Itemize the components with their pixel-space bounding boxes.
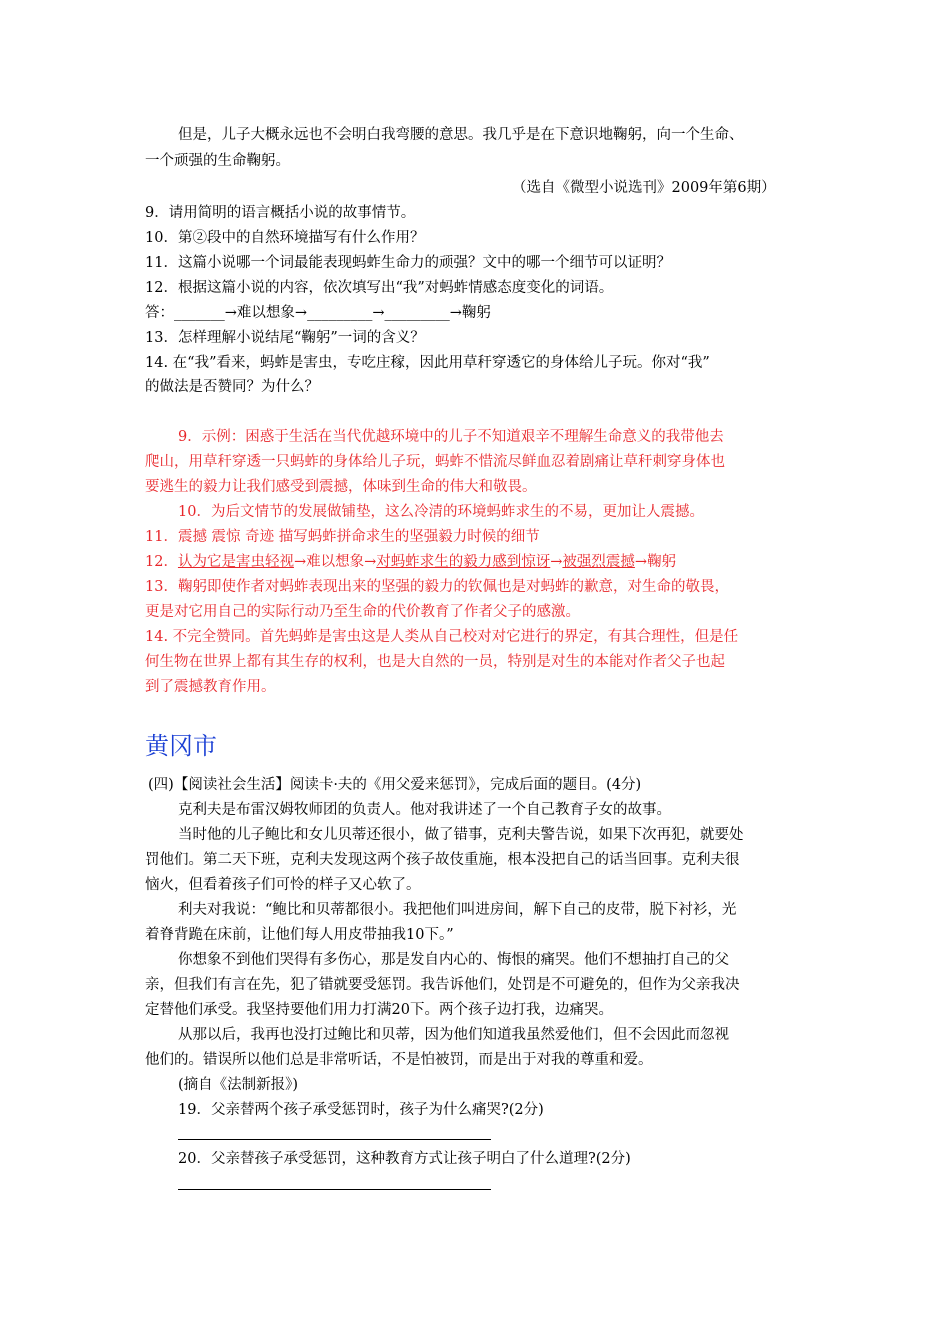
answer-prefix: 12．	[145, 554, 178, 570]
answer-12	[145, 552, 676, 572]
answer-blank: _________	[307, 305, 373, 321]
question-10: 10．第②段中的自然环境描写有什么作用？	[145, 230, 425, 246]
arrow-text: →鞠躬	[449, 305, 491, 321]
question-12-answer-template	[145, 303, 491, 323]
answer-9-cont: 要逃生的毅力让我们感受到震撼，体味到生命的伟大和敬畏。	[145, 479, 537, 495]
answer-14-cont: 何生物在世界上都有其生存的权利，也是大自然的一员，特别是对生的本能对作者父子也起	[145, 654, 725, 670]
answer-blank: _________	[384, 305, 450, 321]
passage-source: （选自《微型小说选刊》2009年第6期）	[512, 180, 776, 196]
passage-line: 着脊背跪在床前，让他们每人用皮带抽我10下。”	[145, 927, 454, 943]
arrow-text: →鞠躬	[634, 554, 677, 570]
arrow-text: →	[372, 305, 385, 321]
arrow-text: →	[550, 554, 563, 570]
answer-9-cont: 爬山，用草秆穿透一只蚂蚱的身体给儿子玩，蚂蚱不惜流尽鲜血忍着剧痛让草秆刺穿身体也	[145, 454, 725, 470]
passage-line: 但是，儿子大概永远也不会明白我弯腰的意思。我几乎是在下意识地鞠躬，向一个生命、	[178, 127, 744, 143]
passage-paragraph: 当时他的儿子鲍比和女儿贝蒂还很小，做了错事，克利夫警告说，如果下次再犯，就要处	[178, 827, 744, 843]
answer-14: 14. 不完全赞同。首先蚂蚱是害虫这是人类从自己校对对它进行的界定，有其合理性，但是任	[145, 629, 739, 645]
passage-paragraph: 从那以后，我再也没打过鲍比和贝蒂，因为他们知道我虽然爱他们，但不会因此而忽视	[178, 1027, 729, 1043]
passage-line: 他们的。错误所以他们总是非常听话，不是怕被罚，而是出于对我的尊重和爱。	[145, 1052, 653, 1068]
answer-13-cont: 更是对它用自己的实际行动乃至生命的代价教育了作者父子的感激。	[145, 604, 580, 620]
passage-paragraph: 克利夫是布雷汉姆牧师团的负责人。他对我讲述了一个自己教育子女的故事。	[178, 802, 671, 818]
passage-line: 亲，但我们有言在先，犯了错就要受惩罚。我告诉他们，处罚是不可避免的，但作为父亲我决	[145, 977, 740, 993]
answer-prefix: 答：	[145, 305, 174, 321]
section-intro: (四)【阅读社会生活】阅读卡·夫的《用父爱来惩罚》，完成后面的题目。(4分)	[148, 777, 642, 793]
arrow-text: →难以想象→	[293, 554, 377, 570]
question-14-cont: 的做法是否赞同？为什么？	[145, 379, 319, 395]
question-14: 14. 在“我”看来，蚂蚱是害虫，专吃庄稼，因此用草秆穿透它的身体给儿子玩。你对“我”	[145, 355, 710, 371]
question-11: 11．这篇小说哪一个词最能表现蚂蚱生命力的顽强？文中的哪一个细节可以证明？	[145, 255, 671, 271]
passage-line: 一个顽强的生命鞠躬。	[145, 153, 290, 169]
answer-line	[178, 1139, 491, 1140]
passage-line: 恼火，但看着孩子们可怜的样子又心软了。	[145, 877, 421, 893]
passage-paragraph: 利夫对我说：“鲍比和贝蒂都很小。我把他们叫进房间，解下自己的皮带，脱下衬衫，光	[178, 902, 737, 918]
answer-line	[178, 1189, 491, 1190]
answer-9: 9．示例：困惑于生活在当代优越环境中的儿子不知道艰辛不理解生命意义的我带他去	[178, 429, 724, 445]
arrow-text: →难以想象→	[224, 305, 308, 321]
answer-13: 13．鞠躬即使作者对蚂蚱表现出来的坚强的毅力的钦佩也是对蚂蚱的歉意，对生命的敬畏，	[145, 579, 729, 595]
answer-11: 11．震撼 震惊 奇迹 描写蚂蚱拼命求生的坚强毅力时候的细节	[145, 529, 540, 545]
passage-line: 罚他们。第二天下班，克利夫发现这两个孩子故伎重施，根本没把自己的话当回事。克利夫很	[145, 852, 740, 868]
question-20: 20．父亲替孩子承受惩罚，这种教育方式让孩子明白了什么道理?(2分)	[178, 1151, 631, 1167]
passage-line: 定替他们承受。我坚持要他们用力打满20下。两个孩子边打我，边痛哭。	[145, 1002, 613, 1018]
question-12: 12．根据这篇小说的内容，依次填写出“我”对蚂蚱情感态度变化的词语。	[145, 280, 614, 296]
answer-word: 被强烈震撼	[562, 554, 635, 570]
answer-word: 认为它是害虫轻视	[177, 554, 294, 570]
question-13: 13．怎样理解小说结尾“鞠躬”一词的含义？	[145, 330, 425, 346]
question-9: 9．请用简明的语言概括小说的故事情节。	[145, 205, 416, 221]
answer-blank: _______	[174, 305, 225, 321]
answer-14-cont: 到了震撼教育作用。	[145, 679, 276, 695]
answer-word: 对蚂蚱求生的毅力感到惊讶	[376, 554, 551, 570]
passage-source: (摘自《法制新报》)	[178, 1077, 299, 1093]
section-heading: 黄冈市	[145, 732, 217, 760]
answer-10: 10．为后文情节的发展做铺垫，这么冷清的环境蚂蚱求生的不易，更加让人震撼。	[178, 504, 704, 520]
question-19: 19．父亲替两个孩子承受惩罚时，孩子为什么痛哭?(2分)	[178, 1102, 544, 1118]
passage-paragraph: 你想象不到他们哭得有多伤心，那是发自内心的、悔恨的痛哭。他们不想抽打自己的父	[178, 952, 729, 968]
